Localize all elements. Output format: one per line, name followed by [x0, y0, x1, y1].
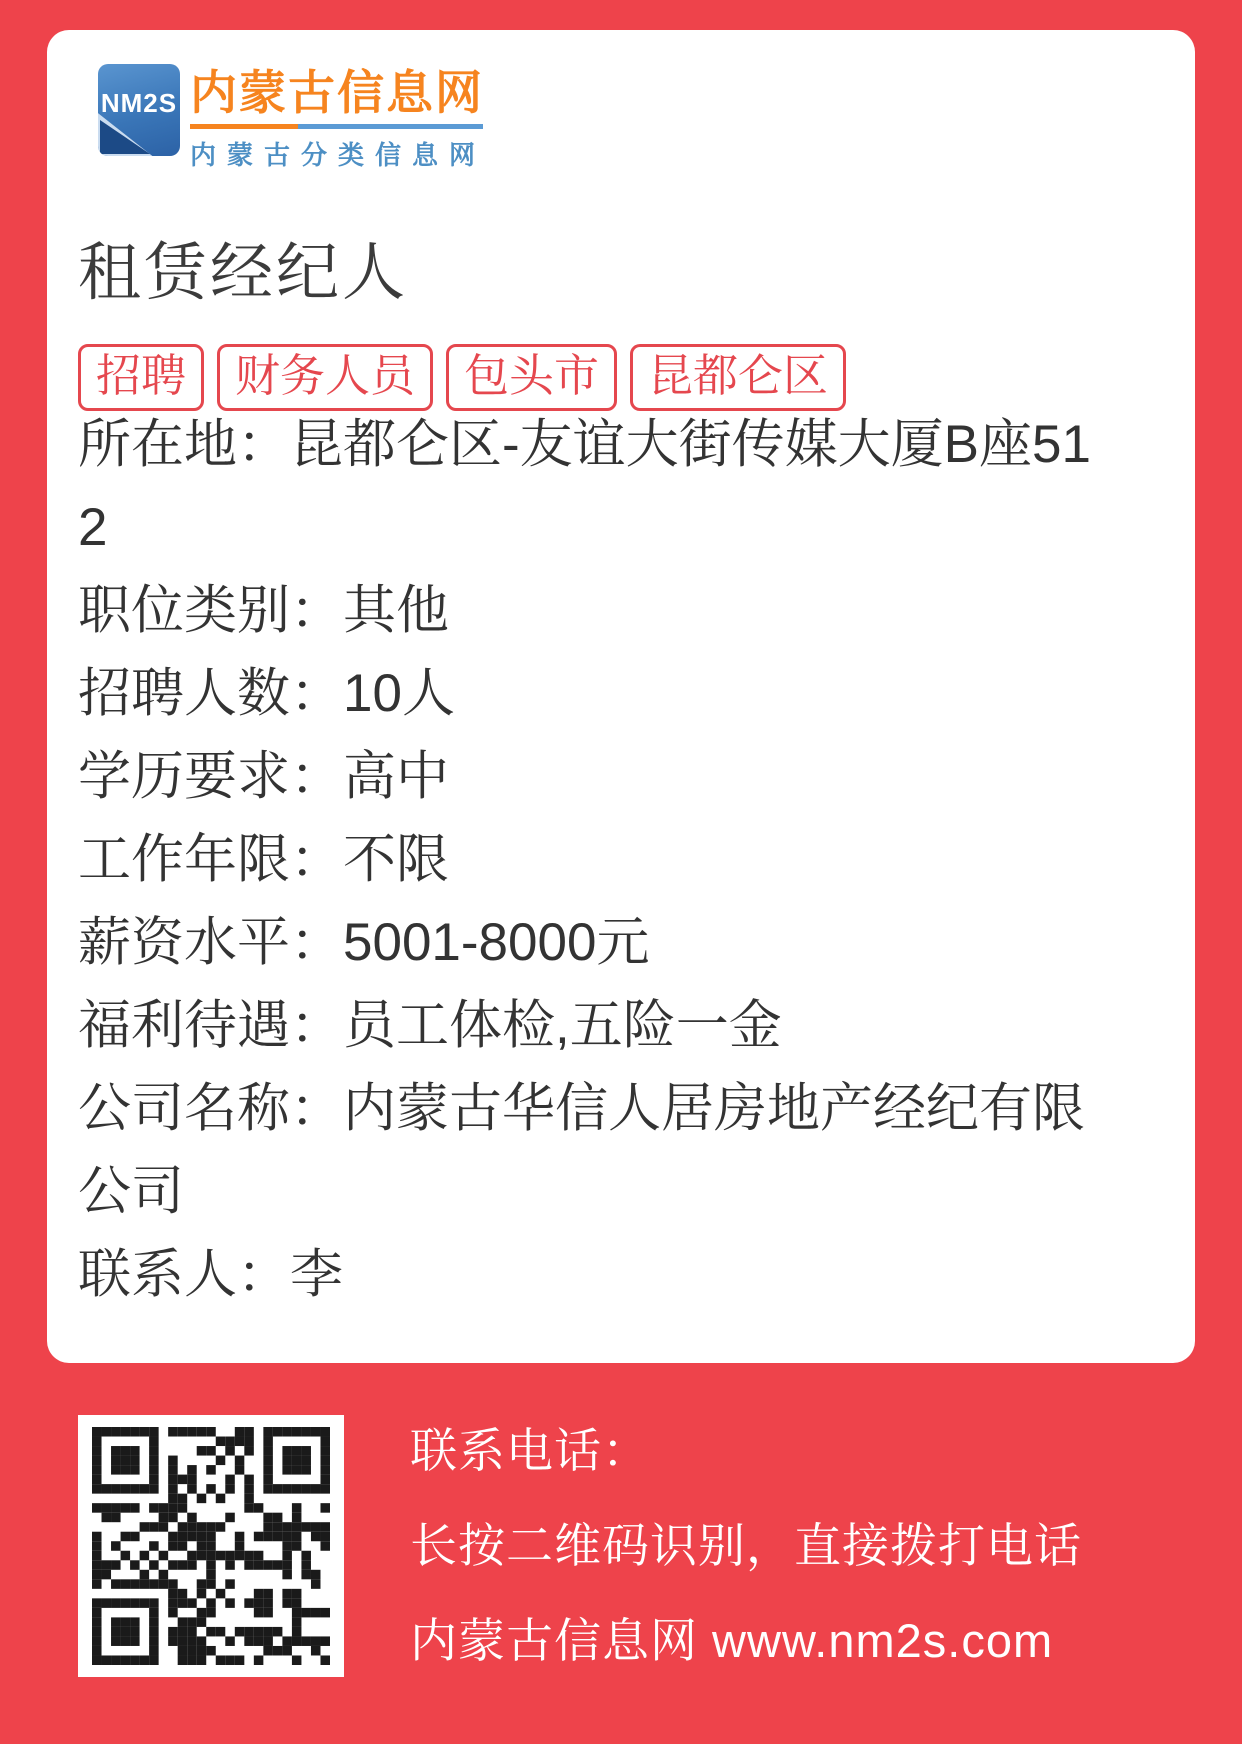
- tag-city[interactable]: 包头市: [446, 344, 617, 411]
- detail-label: 招聘人数: [78, 664, 290, 723]
- qr-instruction: 长按二维码识别，直接拨打电话: [410, 1519, 1082, 1573]
- detail-row-headcount: [78, 652, 1110, 735]
- detail-separator: ：: [237, 1245, 290, 1304]
- job-title: 租赁经纪人: [78, 238, 408, 308]
- site-name: 内蒙古信息网: [190, 66, 484, 119]
- logo-underline: [190, 124, 483, 129]
- detail-value: 高中: [343, 747, 449, 806]
- footer-contact-block: [410, 1424, 1082, 1668]
- detail-row-contact: [78, 1233, 1110, 1316]
- site-logo-text: [190, 64, 486, 172]
- detail-separator: ：: [290, 581, 343, 640]
- detail-value: 10人: [343, 664, 455, 723]
- detail-label: 薪资水平: [78, 913, 290, 972]
- detail-row-company: [78, 1067, 1110, 1233]
- job-details: [78, 403, 1110, 1316]
- detail-row-education: [78, 735, 1110, 818]
- detail-label: 学历要求: [78, 747, 290, 806]
- detail-row-salary: [78, 901, 1110, 984]
- detail-separator: ：: [290, 1079, 343, 1138]
- detail-label: 工作年限: [78, 830, 290, 889]
- detail-value: 员工体检,五险一金: [343, 996, 782, 1055]
- detail-separator: ：: [290, 996, 343, 1055]
- detail-separator: ：: [290, 830, 343, 889]
- detail-label: 联系人: [78, 1245, 237, 1304]
- site-logo-icon: [98, 64, 180, 156]
- detail-value: 其他: [343, 581, 449, 640]
- job-card: [47, 30, 1195, 1363]
- detail-label: 所在地: [78, 415, 237, 474]
- tag-district[interactable]: 昆都仑区: [630, 344, 846, 411]
- tag-list: [78, 344, 846, 411]
- detail-row-experience: [78, 818, 1110, 901]
- detail-separator: ：: [237, 415, 290, 474]
- detail-label: 公司名称: [78, 1079, 290, 1138]
- detail-value: 内蒙古华信人居房地产经纪有限公司: [78, 1079, 1085, 1221]
- detail-separator: ：: [290, 747, 343, 806]
- qr-pattern: [92, 1427, 330, 1665]
- site-logo[interactable]: [98, 64, 486, 172]
- detail-value: 昆都仑区-友谊大街传媒大厦B座512: [78, 415, 1091, 557]
- tag-category[interactable]: 招聘: [78, 344, 204, 411]
- phone-label: 联系电话：: [410, 1424, 650, 1477]
- detail-value: 李: [290, 1245, 343, 1304]
- detail-label: 职位类别: [78, 581, 290, 640]
- detail-separator: ：: [290, 913, 343, 972]
- detail-label: 福利待遇: [78, 996, 290, 1055]
- detail-separator: ：: [290, 664, 343, 723]
- logo-icon-text: NM2S: [100, 88, 178, 118]
- tag-position[interactable]: 财务人员: [217, 344, 433, 411]
- detail-row-benefits: [78, 984, 1110, 1067]
- detail-value: 不限: [343, 830, 449, 889]
- site-url-line[interactable]: 内蒙古信息网 www.nm2s.com: [410, 1614, 1054, 1668]
- detail-value: 5001-8000元: [343, 913, 650, 972]
- detail-row-location: [78, 403, 1110, 569]
- qr-code[interactable]: [78, 1415, 344, 1677]
- detail-row-category: [78, 569, 1110, 652]
- site-subtitle: 内蒙古分类信息网: [190, 140, 487, 171]
